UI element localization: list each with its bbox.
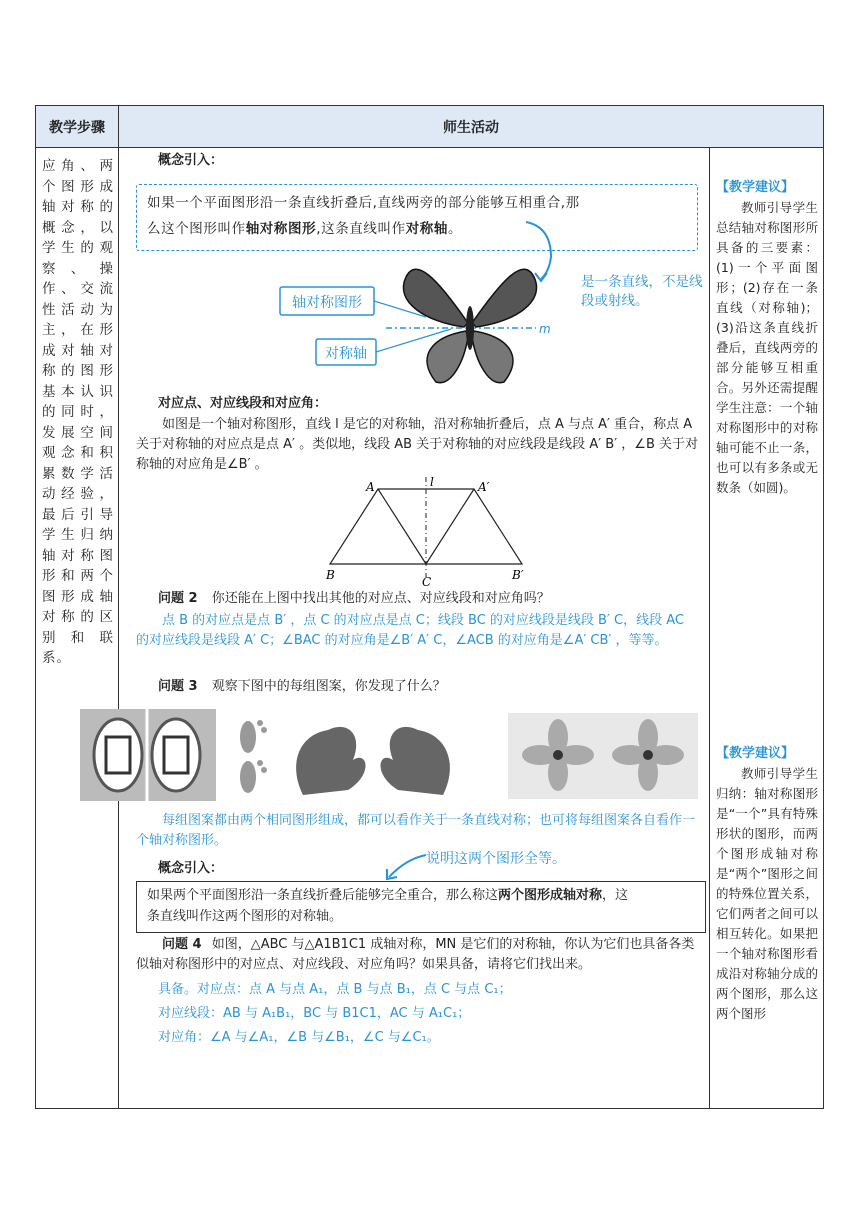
corresponding-heading: 对应点、对应线段和对应角： — [158, 396, 328, 411]
corresponding-paragraph: 如图是一个轴对称图形，直线 l 是它的对称轴，沿对称轴折叠后，点 A 与点 A′ 重合，称点 A 关于对称轴的对应点是点 A′ 。类似地，线段 AB 关于对称轴的对应线段是线段 A′ B′ ，∠B 关于对称轴的对应角是∠B′ 。 — [136, 417, 699, 472]
header-activities: 师生活动 — [443, 119, 499, 136]
axis-label-l: l — [430, 477, 434, 489]
advice-body: 教师引导学生归纳：轴对称图形是“一个”具有特殊形状的图形，而两个图形成轴对称是“两个”图形之间的特殊位置关系，它们两者之间可以相互转化。如果把一个轴对称图形看成沿对称轴分成的两个图形，那么这两个图形 — [716, 766, 818, 1021]
definition-2-line-1 — [147, 886, 697, 906]
question-label: 问题 4 — [162, 937, 202, 952]
definition-box-2 — [136, 881, 706, 933]
flower-icon — [508, 713, 698, 799]
column-divider — [118, 147, 119, 1108]
handwritten-note: 是一条直线，不是线段或射线。 — [581, 274, 703, 309]
question-text: 你还能在上图中找出其他的对应点、对应线段和对应角吗？ — [211, 591, 550, 606]
advice-title: 【教学建议】 — [716, 746, 795, 761]
definition-line-1: 如果一个平面图形沿一条直线折叠后,直线两旁的部分能够互相重合,那 — [147, 195, 580, 211]
question-text: 观察下图中的每组图案，你发现了什么？ — [211, 679, 446, 694]
point-label-a-prime: A′ — [478, 480, 490, 494]
table-header — [36, 106, 823, 148]
definition-2-line-2: 条直线叫作这两个图形的对称轴。 — [147, 909, 343, 924]
question-2 — [158, 589, 550, 609]
definition-line-2 — [147, 219, 462, 239]
advice-title: 【教学建议】 — [716, 180, 795, 195]
point-label-b: B — [326, 568, 335, 582]
handwritten-note-2: 说明这两个图形全等。 — [426, 851, 566, 867]
concept-heading: 概念引入： — [158, 153, 224, 168]
term-two-figures-symmetric: 两个图形成轴对称 — [498, 888, 603, 903]
butterfly-icon — [403, 269, 536, 382]
definition-text: ，这 — [602, 888, 629, 903]
rooster-icon — [296, 727, 450, 795]
term-axisymmetric-figure: 轴对称图形 — [245, 221, 317, 237]
header-steps: 教学步骤 — [36, 106, 119, 147]
label-axisymmetric-figure: 轴对称图形 — [292, 295, 362, 311]
question-3-answer: 每组图案都由两个相同图形组成，都可以看作关于一条直线对称；也可将每组图案各自看作一个轴对称图形。 — [136, 813, 696, 848]
footprints-icon — [240, 720, 267, 793]
question-4 — [136, 935, 701, 975]
question-text: 如图，△ABC 与△A1B1C1 成轴对称，MN 是它们的对称轴，你认为它们也具备各类似轴对称图形中的对应点、对应线段、对应角吗？如果具备，请将它们找出来。 — [136, 937, 695, 972]
question-label: 问题 2 — [158, 591, 198, 606]
point-label-c: C — [422, 575, 432, 587]
question-4-answer-2: 对应线段：AB 与 A₁B₁，BC 与 B1C1，AC 与 A₁C₁； — [158, 1006, 471, 1021]
definition-text: 么这个图形叫作 — [147, 221, 246, 237]
double-happiness-icon — [80, 709, 216, 801]
note-arrow-2 — [381, 845, 431, 885]
axis-letter: m — [539, 322, 551, 336]
teaching-advice-2 — [716, 744, 818, 1024]
teaching-step-text: 应角、两个图形成轴对称的概念，以学生的观察、操作、交流性活动为主，在形成对轴对称的图形基本认识的同时，发展空间观念和积累数学活动经验，最后引导学生归纳轴对称图形和两个图形成轴对称的区别和联系。 — [42, 158, 114, 666]
term-axis-of-symmetry: 对称轴 — [405, 221, 449, 237]
axisymmetric-trapezoid-figure — [326, 477, 526, 587]
definition-box — [136, 184, 698, 251]
point-label-b-prime: B′ — [512, 568, 524, 582]
definition-text: 。 — [448, 221, 463, 237]
question-label: 问题 3 — [158, 679, 198, 694]
question-4-answer-1: 具备。对应点：点 A 与点 A₁，点 B 与点 B₁，点 C 与点 C₁； — [158, 982, 512, 997]
column-divider — [709, 147, 710, 1108]
definition-text: 如果两个平面图形沿一条直线折叠后能够完全重合，那么称这 — [147, 888, 499, 903]
question-3 — [158, 677, 446, 697]
question-2-answer: 点 B 的对应点是点 B′ ，点 C 的对应点是点 C；线段 BC 的对应线段是线段 B′ C，线段 AC 的对应线段是线段 A′ C；∠BAC 的对应角是∠B′ A′ C，∠ACB 的对应角是∠A′ CB′ ，等等。 — [136, 613, 684, 648]
concept-heading-2: 概念引入： — [158, 861, 224, 876]
pattern-images — [78, 705, 704, 805]
teaching-advice-1 — [716, 178, 818, 498]
label-axis: 对称轴 — [325, 346, 367, 362]
advice-body: 教师引导学生总结轴对称图形所具备的三要素：(1)一个平面图形；(2)存在一条直线（对称轴)；(3)沿这条直线折叠后，直线两旁的部分能够互相重合。另外还需提醒学生注意：一个轴对称图形中的对称轴可能不止一条，也可以有多条或无数条（如圆)。 — [716, 200, 818, 495]
butterfly-figure — [276, 257, 566, 389]
point-label-a: A — [366, 480, 375, 494]
question-4-answer-3: 对应角：∠A 与∠A₁，∠B 与∠B₁，∠C 与∠C₁。 — [158, 1030, 440, 1045]
definition-text: ,这条直线叫作 — [316, 221, 406, 237]
lesson-table — [35, 105, 824, 1109]
